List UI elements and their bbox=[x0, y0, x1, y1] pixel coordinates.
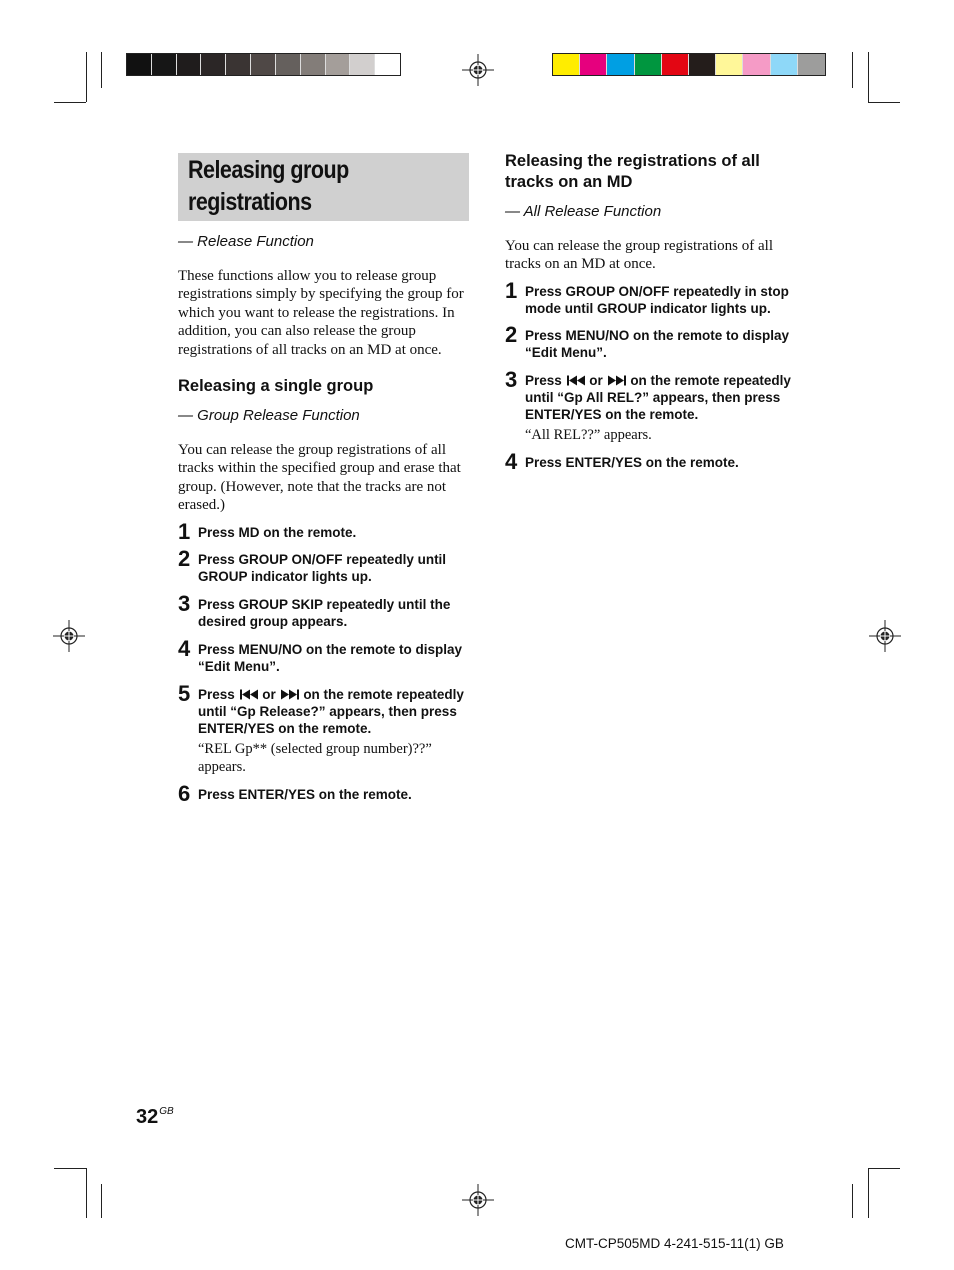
crop-mark bbox=[852, 52, 853, 88]
step bbox=[178, 781, 470, 807]
page-number-suffix: GB bbox=[159, 1106, 174, 1117]
step-number: 1 bbox=[178, 518, 191, 544]
crop-mark bbox=[852, 1184, 853, 1218]
color-swatch bbox=[152, 54, 177, 75]
step bbox=[505, 366, 797, 444]
step bbox=[505, 321, 797, 361]
color-swatch bbox=[798, 54, 825, 75]
registration-mark-icon bbox=[462, 1184, 494, 1216]
step-note: “All REL??” appears. bbox=[525, 426, 652, 443]
step-text-part: on the remote repeatedly until “Gp All REL?” appears, then press ENTER/YES on the remote. bbox=[525, 372, 791, 422]
color-swatch bbox=[276, 54, 301, 75]
step-text: Press ENTER/YES on the remote. bbox=[525, 455, 739, 471]
previous-track-icon bbox=[239, 689, 259, 700]
intro-paragraph: These functions allow you to release group registrations simply by specifying the group for which you want to release the registrations. In addition, you can also release the group registrations of all tracks on an MD at once. bbox=[178, 268, 464, 358]
gray-swatch-bar bbox=[126, 53, 401, 76]
step-text: Press MENU/NO on the remote to display “Edit Menu”. bbox=[525, 327, 790, 360]
color-swatch bbox=[301, 54, 326, 75]
crop-mark bbox=[86, 52, 87, 102]
section-intro: You can release the group registrations of all tracks on an MD at once. bbox=[505, 238, 773, 273]
step bbox=[178, 545, 470, 585]
registration-mark-icon bbox=[462, 54, 494, 86]
step-text-part: or bbox=[585, 372, 607, 388]
step-text-part: Press bbox=[198, 686, 239, 702]
step-text: Press GROUP ON/OFF repeatedly until GROUP indicator lights up. bbox=[198, 551, 447, 584]
step-text: Press MD on the remote. bbox=[198, 524, 357, 540]
step-text: Press GROUP ON/OFF repeatedly in stop mode until GROUP indicator lights up. bbox=[525, 283, 789, 316]
footer-model-code: CMT-CP505MD 4-241-515-11(1) GB bbox=[565, 1236, 784, 1251]
crop-mark bbox=[868, 52, 869, 102]
page-number-value: 32 bbox=[136, 1106, 159, 1128]
section-function-label: — Group Release Function bbox=[178, 407, 360, 425]
color-swatch bbox=[201, 54, 226, 75]
color-swatch bbox=[607, 54, 634, 75]
crop-mark bbox=[86, 1168, 87, 1218]
color-swatch bbox=[580, 54, 607, 75]
step-text bbox=[198, 686, 470, 737]
step-number: 4 bbox=[505, 449, 518, 475]
section-heading: Releasing a single group bbox=[178, 377, 374, 396]
next-track-icon bbox=[607, 375, 627, 386]
step bbox=[505, 449, 797, 475]
color-swatch bbox=[350, 54, 375, 75]
left-column bbox=[178, 232, 470, 807]
step-number: 3 bbox=[505, 366, 518, 392]
color-swatch bbox=[662, 54, 689, 75]
step-number: 6 bbox=[178, 781, 191, 807]
step-number: 2 bbox=[505, 321, 518, 347]
step bbox=[178, 518, 470, 544]
title-box bbox=[178, 153, 469, 221]
step-number: 2 bbox=[178, 545, 191, 571]
color-swatch bbox=[127, 54, 152, 75]
registration-mark-icon bbox=[869, 620, 901, 652]
color-swatch bbox=[716, 54, 743, 75]
color-swatch bbox=[771, 54, 798, 75]
color-swatch bbox=[635, 54, 662, 75]
section-function-label: — All Release Function bbox=[505, 203, 662, 220]
crop-mark bbox=[868, 102, 900, 103]
color-swatch bbox=[743, 54, 770, 75]
step bbox=[178, 680, 470, 777]
step-text: Press ENTER/YES on the remote. bbox=[198, 787, 412, 803]
color-swatch bbox=[177, 54, 202, 75]
crop-mark bbox=[868, 1168, 869, 1218]
next-track-icon bbox=[280, 689, 300, 700]
step-text: Press GROUP SKIP repeatedly until the desired group appears. bbox=[198, 596, 451, 629]
function-label: — Release Function bbox=[178, 233, 314, 250]
step-text-part: on the remote repeatedly until “Gp Release?” appears, then press ENTER/YES on the remote. bbox=[198, 686, 464, 736]
color-swatch bbox=[251, 54, 276, 75]
crop-mark bbox=[54, 102, 86, 103]
step-text bbox=[525, 372, 797, 423]
color-swatch bbox=[326, 54, 351, 75]
color-swatch-bar bbox=[552, 53, 826, 76]
step-number: 1 bbox=[505, 277, 518, 303]
registration-mark-icon bbox=[53, 620, 85, 652]
crop-mark bbox=[54, 1168, 86, 1169]
crop-mark bbox=[101, 52, 102, 88]
step bbox=[178, 590, 470, 630]
section-intro: You can release the group registrations of all tracks within the specified group and erase that group. (However, note that the tracks are not erased.) bbox=[178, 442, 461, 514]
color-swatch bbox=[375, 54, 400, 75]
step-note: “REL Gp** (selected group number)??” appears. bbox=[198, 740, 432, 776]
color-swatch bbox=[226, 54, 251, 75]
previous-track-icon bbox=[566, 375, 586, 386]
step-text-part: or bbox=[258, 686, 280, 702]
step bbox=[178, 635, 470, 675]
step-number: 5 bbox=[178, 680, 191, 706]
section-heading: Releasing the registrations of all tracks on an MD bbox=[505, 152, 760, 191]
page-number bbox=[136, 1106, 174, 1129]
step-text: Press MENU/NO on the remote to display “Edit Menu”. bbox=[198, 641, 463, 674]
right-column bbox=[505, 151, 797, 475]
crop-mark bbox=[101, 1184, 102, 1218]
step-number: 4 bbox=[178, 635, 191, 661]
step-text-part: Press bbox=[525, 372, 566, 388]
color-swatch bbox=[553, 54, 580, 75]
color-swatch bbox=[689, 54, 716, 75]
step-number: 3 bbox=[178, 590, 191, 616]
crop-mark bbox=[868, 1168, 900, 1169]
step bbox=[505, 277, 797, 317]
page-title: Releasing group registrations bbox=[188, 156, 349, 216]
